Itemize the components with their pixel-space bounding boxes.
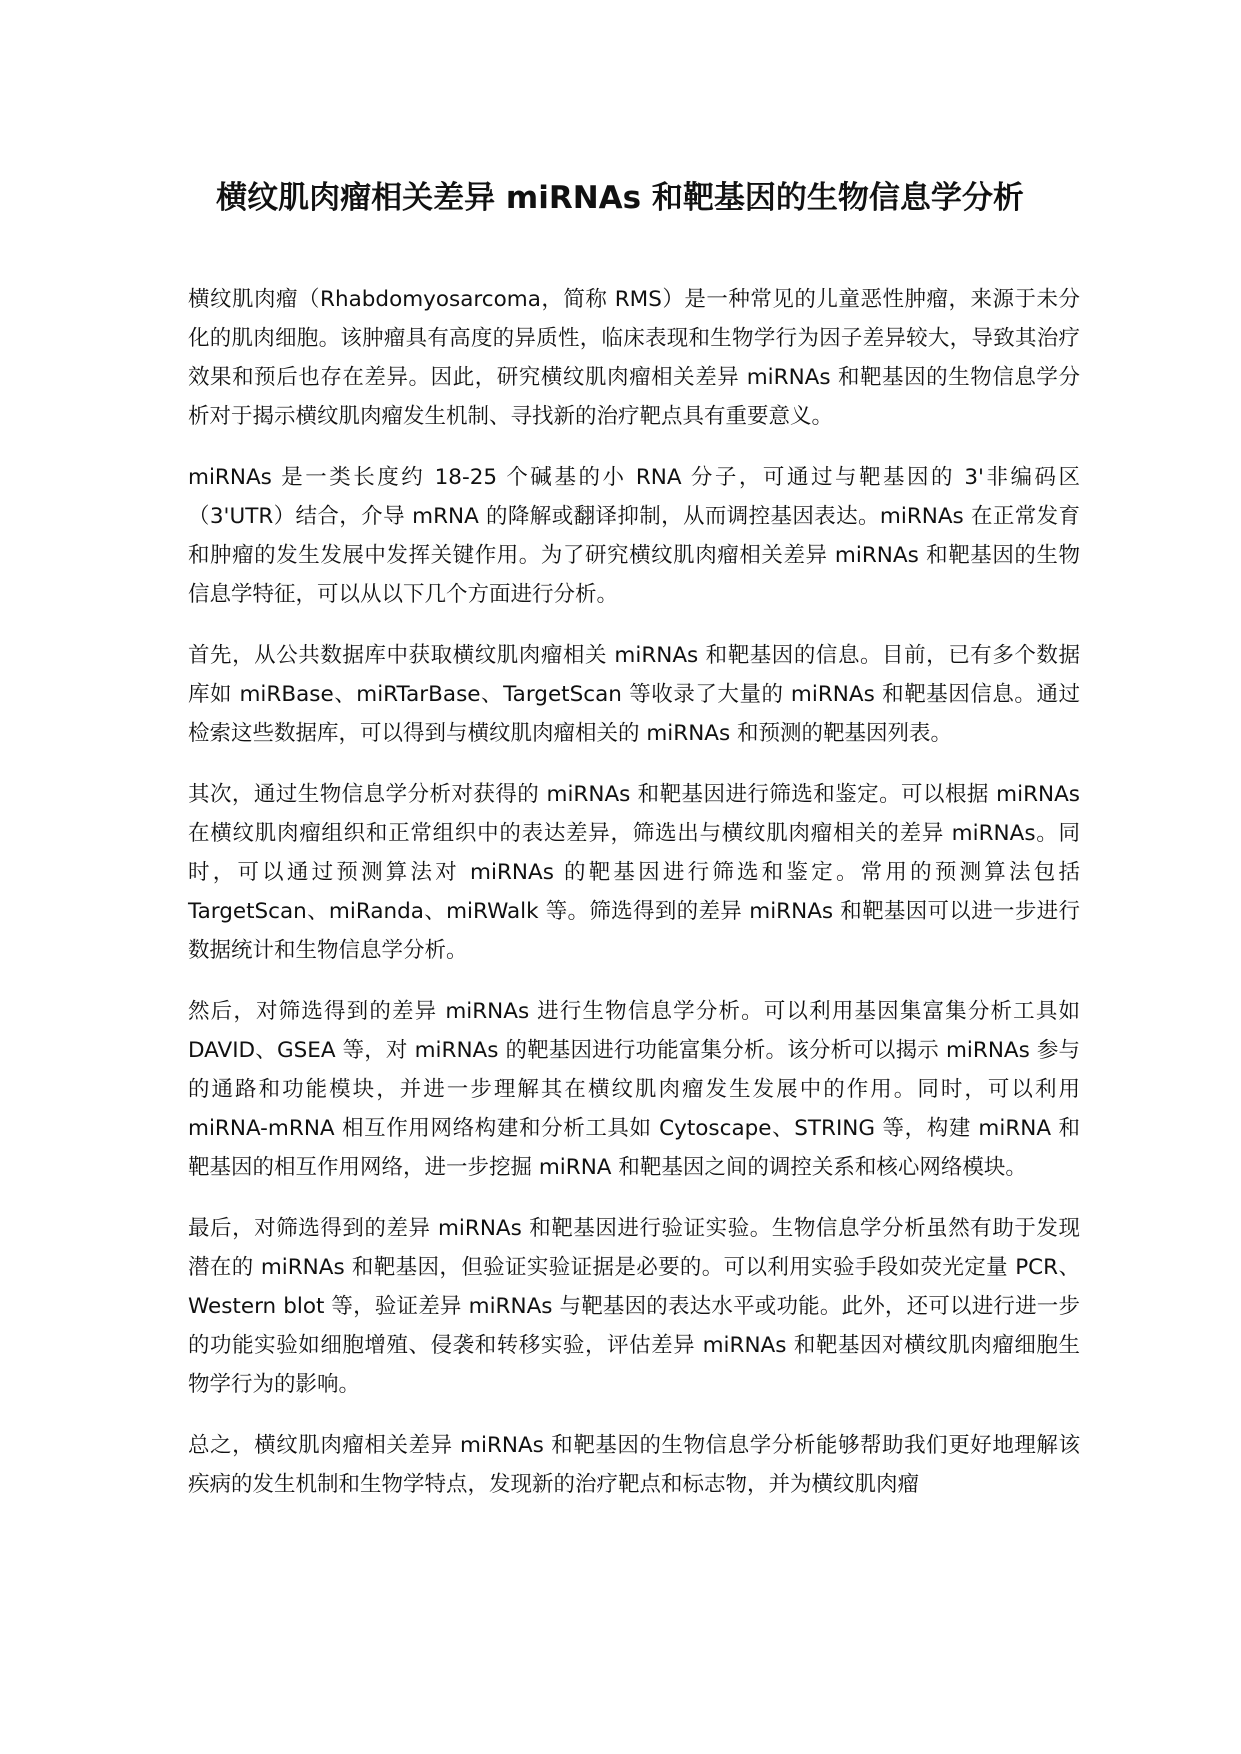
paragraph-intro: 横纹肌肉瘤（Rhabdomyosarcoma，简称 RMS）是一种常见的儿童恶性肿瘤，来源于未分化的肌肉细胞。该肿瘤具有高度的异质性，临床表现和生物学行为因子差异较大，导致其治疗效果和预后也存在差异。因此，研究横纹肌肉瘤相关差异 miRNAs 和靶基因的生物信息学分析对于揭示横纹肌肉瘤发生机制、寻找新的治疗靶点具有重要意义。: [188, 287, 1080, 429]
document-body: [188, 280, 1080, 1526]
paragraph-step-second: 其次，通过生物信息学分析对获得的 miRNAs 和靶基因进行筛选和鉴定。可以根据 miRNAs 在横纹肌肉瘤组织和正常组织中的表达差异，筛选出与横纹肌肉瘤相关的差异 miRNAs。同时，可以通过预测算法对 miRNAs 的靶基因进行筛选和鉴定。常用的预测算法包括 TargetScan、miRanda、miRWalk 等。筛选得到的差异 miRNAs 和靶基因可以进一步进行数据统计和生物信息学分析。: [188, 782, 1080, 963]
paragraph-step-then: 然后，对筛选得到的差异 miRNAs 进行生物信息学分析。可以利用基因集富集分析工具如 DAVID、GSEA 等，对 miRNAs 的靶基因进行功能富集分析。该分析可以揭示 miRNAs 参与的通路和功能模块，并进一步理解其在横纹肌肉瘤发生发展中的作用。同时，可以利用 miRNA-mRNA 相互作用网络构建和分析工具如 Cytoscape、STRING 等，构建 miRNA 和靶基因的相互作用网络，进一步挖掘 miRNA 和靶基因之间的调控关系和核心网络模块。: [188, 999, 1080, 1180]
paragraph-conclusion: 总之，横纹肌肉瘤相关差异 miRNAs 和靶基因的生物信息学分析能够帮助我们更好地理解该疾病的发生机制和生物学特点，发现新的治疗靶点和标志物，并为横纹肌肉瘤: [188, 1433, 1080, 1497]
paragraph-step-last: 最后，对筛选得到的差异 miRNAs 和靶基因进行验证实验。生物信息学分析虽然有助于发现潜在的 miRNAs 和靶基因，但验证实验证据是必要的。可以利用实验手段如荧光定量 PCR、Western blot 等，验证差异 miRNAs 与靶基因的表达水平或功能。此外，还可以进行进一步的功能实验如细胞增殖、侵袭和转移实验，评估差异 miRNAs 和靶基因对横纹肌肉瘤细胞生物学行为的影响。: [188, 1216, 1080, 1397]
document-title: 横纹肌肉瘤相关差异 miRNAs 和靶基因的生物信息学分析: [216, 180, 1024, 216]
paragraph-step-first: 首先，从公共数据库中获取横纹肌肉瘤相关 miRNAs 和靶基因的信息。目前，已有多个数据库如 miRBase、miRTarBase、TargetScan 等收录了大量的 miRNAs 和靶基因信息。通过检索这些数据库，可以得到与横纹肌肉瘤相关的 miRNAs 和预测的靶基因列表。: [188, 643, 1080, 746]
paragraph-mirna-definition: miRNAs 是一类长度约 18-25 个碱基的小 RNA 分子，可通过与靶基因的 3'非编码区（3'UTR）结合，介导 mRNA 的降解或翻译抑制，从而调控基因表达。miRNAs 在正常发育和肿瘤的发生发展中发挥关键作用。为了研究横纹肌肉瘤相关差异 miRNAs 和靶基因的生物信息学特征，可以从以下几个方面进行分析。: [188, 465, 1080, 607]
